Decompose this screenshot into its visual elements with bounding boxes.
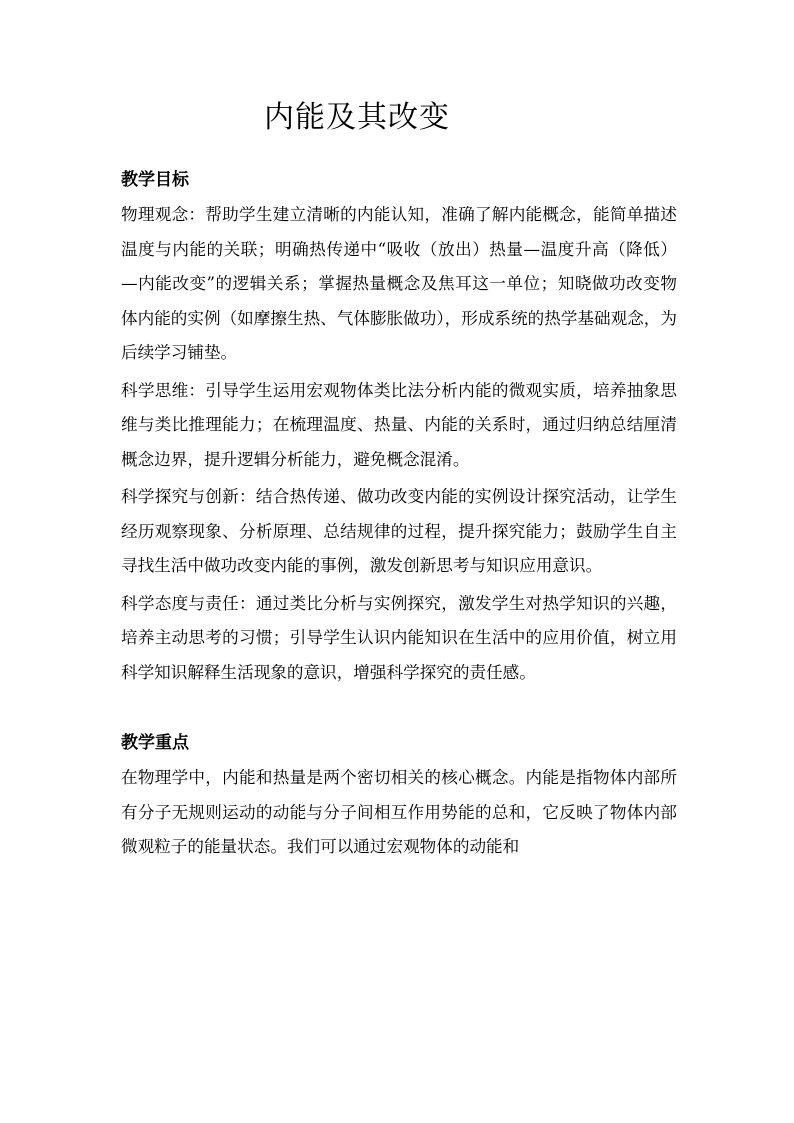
paragraph-attitude-responsibility: 科学态度与责任：通过类比分析与实例探究，激发学生对热学知识的兴趣，培养主动思考的习惯；引导学生认识内能知识在生活中的应用价值，树立用科学知识解释生活现象的意识，增强科学探究的责任感。 (121, 593, 677, 682)
section-heading-key-points: 教学重点 (121, 733, 189, 753)
paragraph-physics-concept: 物理观念：帮助学生建立清晰的内能认知，准确了解内能概念，能简单描述温度与内能的关联；明确热传递中“吸收（放出）热量—温度升高（降低）—内能改变”的逻辑关系；掌握热量概念及焦耳这一单位；知晓做功改变物体内能的实例（如摩擦生热、气体膨胀做功），形成系统的热学基础观念，为后续学习铺垫。 (121, 205, 677, 362)
paragraph-scientific-thinking: 科学思维：引导学生运用宏观物体类比法分析内能的微观实质，培养抽象思维与类比推理能力；在梳理温度、热量、内能的关系时，通过归纳总结厘清概念边界，提升逻辑分析能力，避免概念混淆。 (121, 380, 677, 469)
paragraph-inquiry-innovation: 科学探究与创新：结合热传递、做功改变内能的实例设计探究活动，让学生经历观察现象、分析原理、总结规律的过程，提升探究能力；鼓励学生自主寻找生活中做功改变内能的事例，激发创新思考与知识应用意识。 (121, 487, 677, 575)
section-spacer (121, 693, 677, 727)
paragraph-key-points: 在物理学中，内能和热量是两个密切相关的核心概念。内能是指物体内部所有分子无规则运动的动能与分子间相互作用势能的总和，它反映了物体内部微观粒子的能量状态。我们可以通过宏观物体的动能和 (121, 768, 677, 856)
page-title: 内能及其改变 (264, 100, 450, 135)
section-heading-goals: 教学目标 (121, 170, 189, 190)
document-body (121, 164, 677, 868)
